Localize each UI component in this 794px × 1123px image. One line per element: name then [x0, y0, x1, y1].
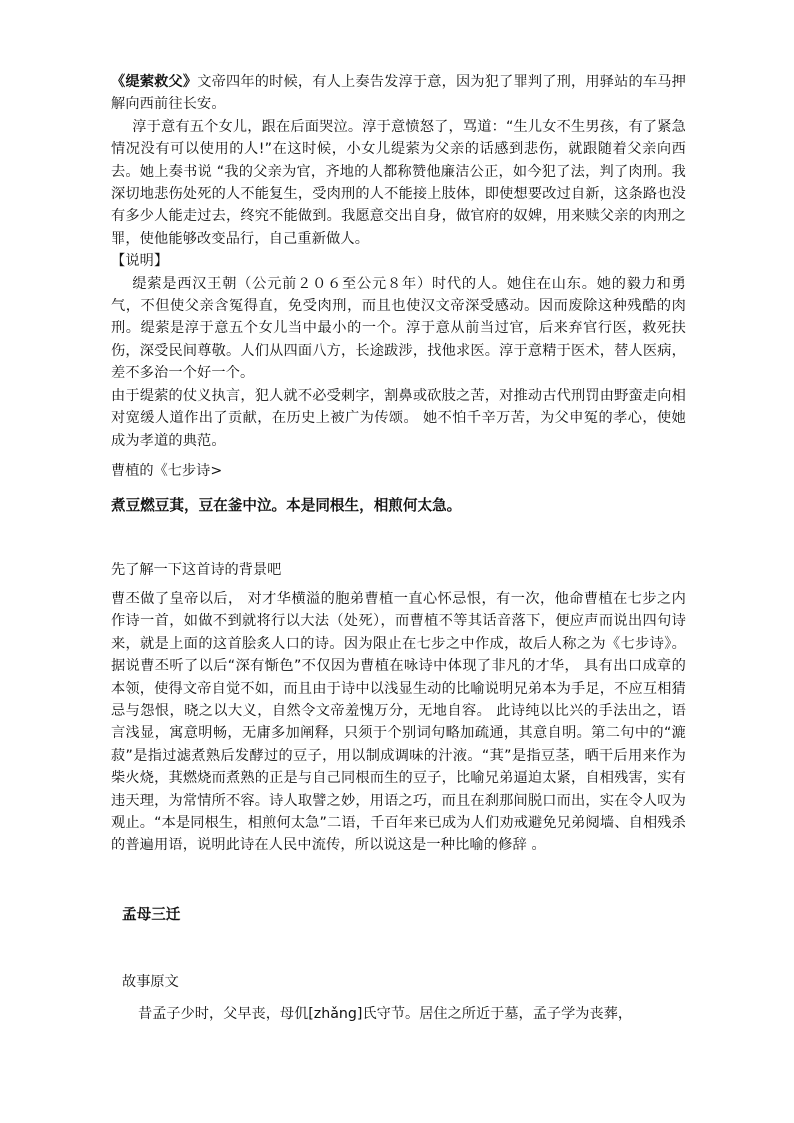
mengmu-title: 孟母三迁 — [122, 906, 181, 923]
story-tiying-intro: 文帝四年的时候，有人上奏告发淳于意，因为犯了罪判了刑，用驿站的车马押解向西前往长安。 — [111, 74, 686, 113]
note-paragraph-2: 由于缇萦的仗义执言，犯人就不必受刺字，割鼻或砍肢之苦，对推动古代刑罚由野蛮走向相对宽缓人道作出了贡献，在历史上被广为传颂。 她不怕千辛万苦，为父申冤的孝心，使她成为孝道的典范。 — [111, 387, 686, 449]
story-tiying-paragraph-2: 淳于意有五个女儿，跟在后面哭泣。淳于意愤怒了，骂道：“生儿女不生男孩，有了紧急情况没有可以使用的人!”在这时候，小女儿缇萦为父亲的话感到悲伤，就跟随着父亲向西去。她上奏书说 “我的父亲为官，齐地的人都称赞他廉洁公正，如今犯了法，判了肉刑。我深切地悲伤处死的人不能复生，受肉刑的人不能接上肢体，即使想要改过自新，这条路也没有多少人能走过去，终究不能做到。我愿意交出自身，做官府的奴婢，用来赎父亲的肉刑之罪，使他能够改变品行，自己重新做人。 — [111, 118, 686, 247]
mengmu-subtitle: 故事原文 — [122, 974, 179, 990]
note-label: 【说明】 — [111, 253, 169, 270]
story-tiying-section — [111, 71, 686, 452]
story-tiying-title: 《缇萦救父》 — [111, 74, 198, 90]
qibushi-poem: 煮豆燃豆萁，豆在釜中泣。本是同根生，相煎何太急。 — [111, 497, 462, 514]
qibushi-body-section — [111, 588, 686, 857]
story-tiying-intro-paragraph — [111, 71, 686, 116]
note-paragraph-1: 缇萦是西汉王朝（公元前２０６至公元８年）时代的人。她住在山东。她的毅力和勇气，不但使父亲含冤得直，免受肉刑，而且也使汉文帝深受感动。因而废除这种残酷的肉刑。缇萦是淳于意五个女儿当中最小的一个。淳于意从前当过官，后来弃官行医，救死扶伤，深受民间尊敬。人们从四面八方，长途跋涉，找他求医。淳于意精于医术，替人医病，差不多治一个好一个。 — [111, 275, 686, 382]
qibushi-lead: 先了解一下这首诗的背景吧 — [111, 562, 282, 578]
mengmu-text: 昔孟子少时，父早丧，母仉[zhǎng]氏守节。居住之所近于墓，孟子学为丧葬， — [138, 1006, 633, 1022]
qibushi-title: 曹植的《七步诗> — [111, 463, 223, 479]
qibushi-body: 曹丕做了皇帝以后， 对才华横溢的胞弟曹植一直心怀忌恨，有一次，他命曹植在七步之内作诗一首，如做不到就将行以大法（处死），而曹植不等其话音落下，便应声而说出四句诗来，就是上面的这首脍炙人口的诗。因为限止在七步之中作成，故后人称之为《七步诗》。据说曹丕听了以后“深有惭色”不仅因为曹植在咏诗中体现了非凡的才华， 具有出口成章的本领，使得文帝自觉不如，而且由于诗中以浅显生动的比喻说明兄弟本为手足，不应互相猜忌与怨恨，晓之以大义，自然令文帝羞愧万分，无地自容。 此诗纯以比兴的手法出之，语言浅显，寓意明畅，无庸多加阐释，只须于个别词句略加疏通，其意自明。第二句中的“漉菽”是指过滤煮熟后发酵过的豆子，用以制成调味的汁液。“萁”是指豆茎，晒干后用来作为柴火烧，萁燃烧而煮熟的正是与自己同根而生的豆子，比喻兄弟逼迫太紧，自相残害，实有违天理，为常情所不容。诗人取譬之妙，用语之巧，而且在刹那间脱口而出，实在令人叹为观止。“本是同根生，相煎何太急”二语，千百年来已成为人们劝戒避免兄弟阋墙、自相残杀的普遍用语，说明此诗在人民中流传，所以说这是一种比喻的修辞 。 — [111, 591, 686, 854]
